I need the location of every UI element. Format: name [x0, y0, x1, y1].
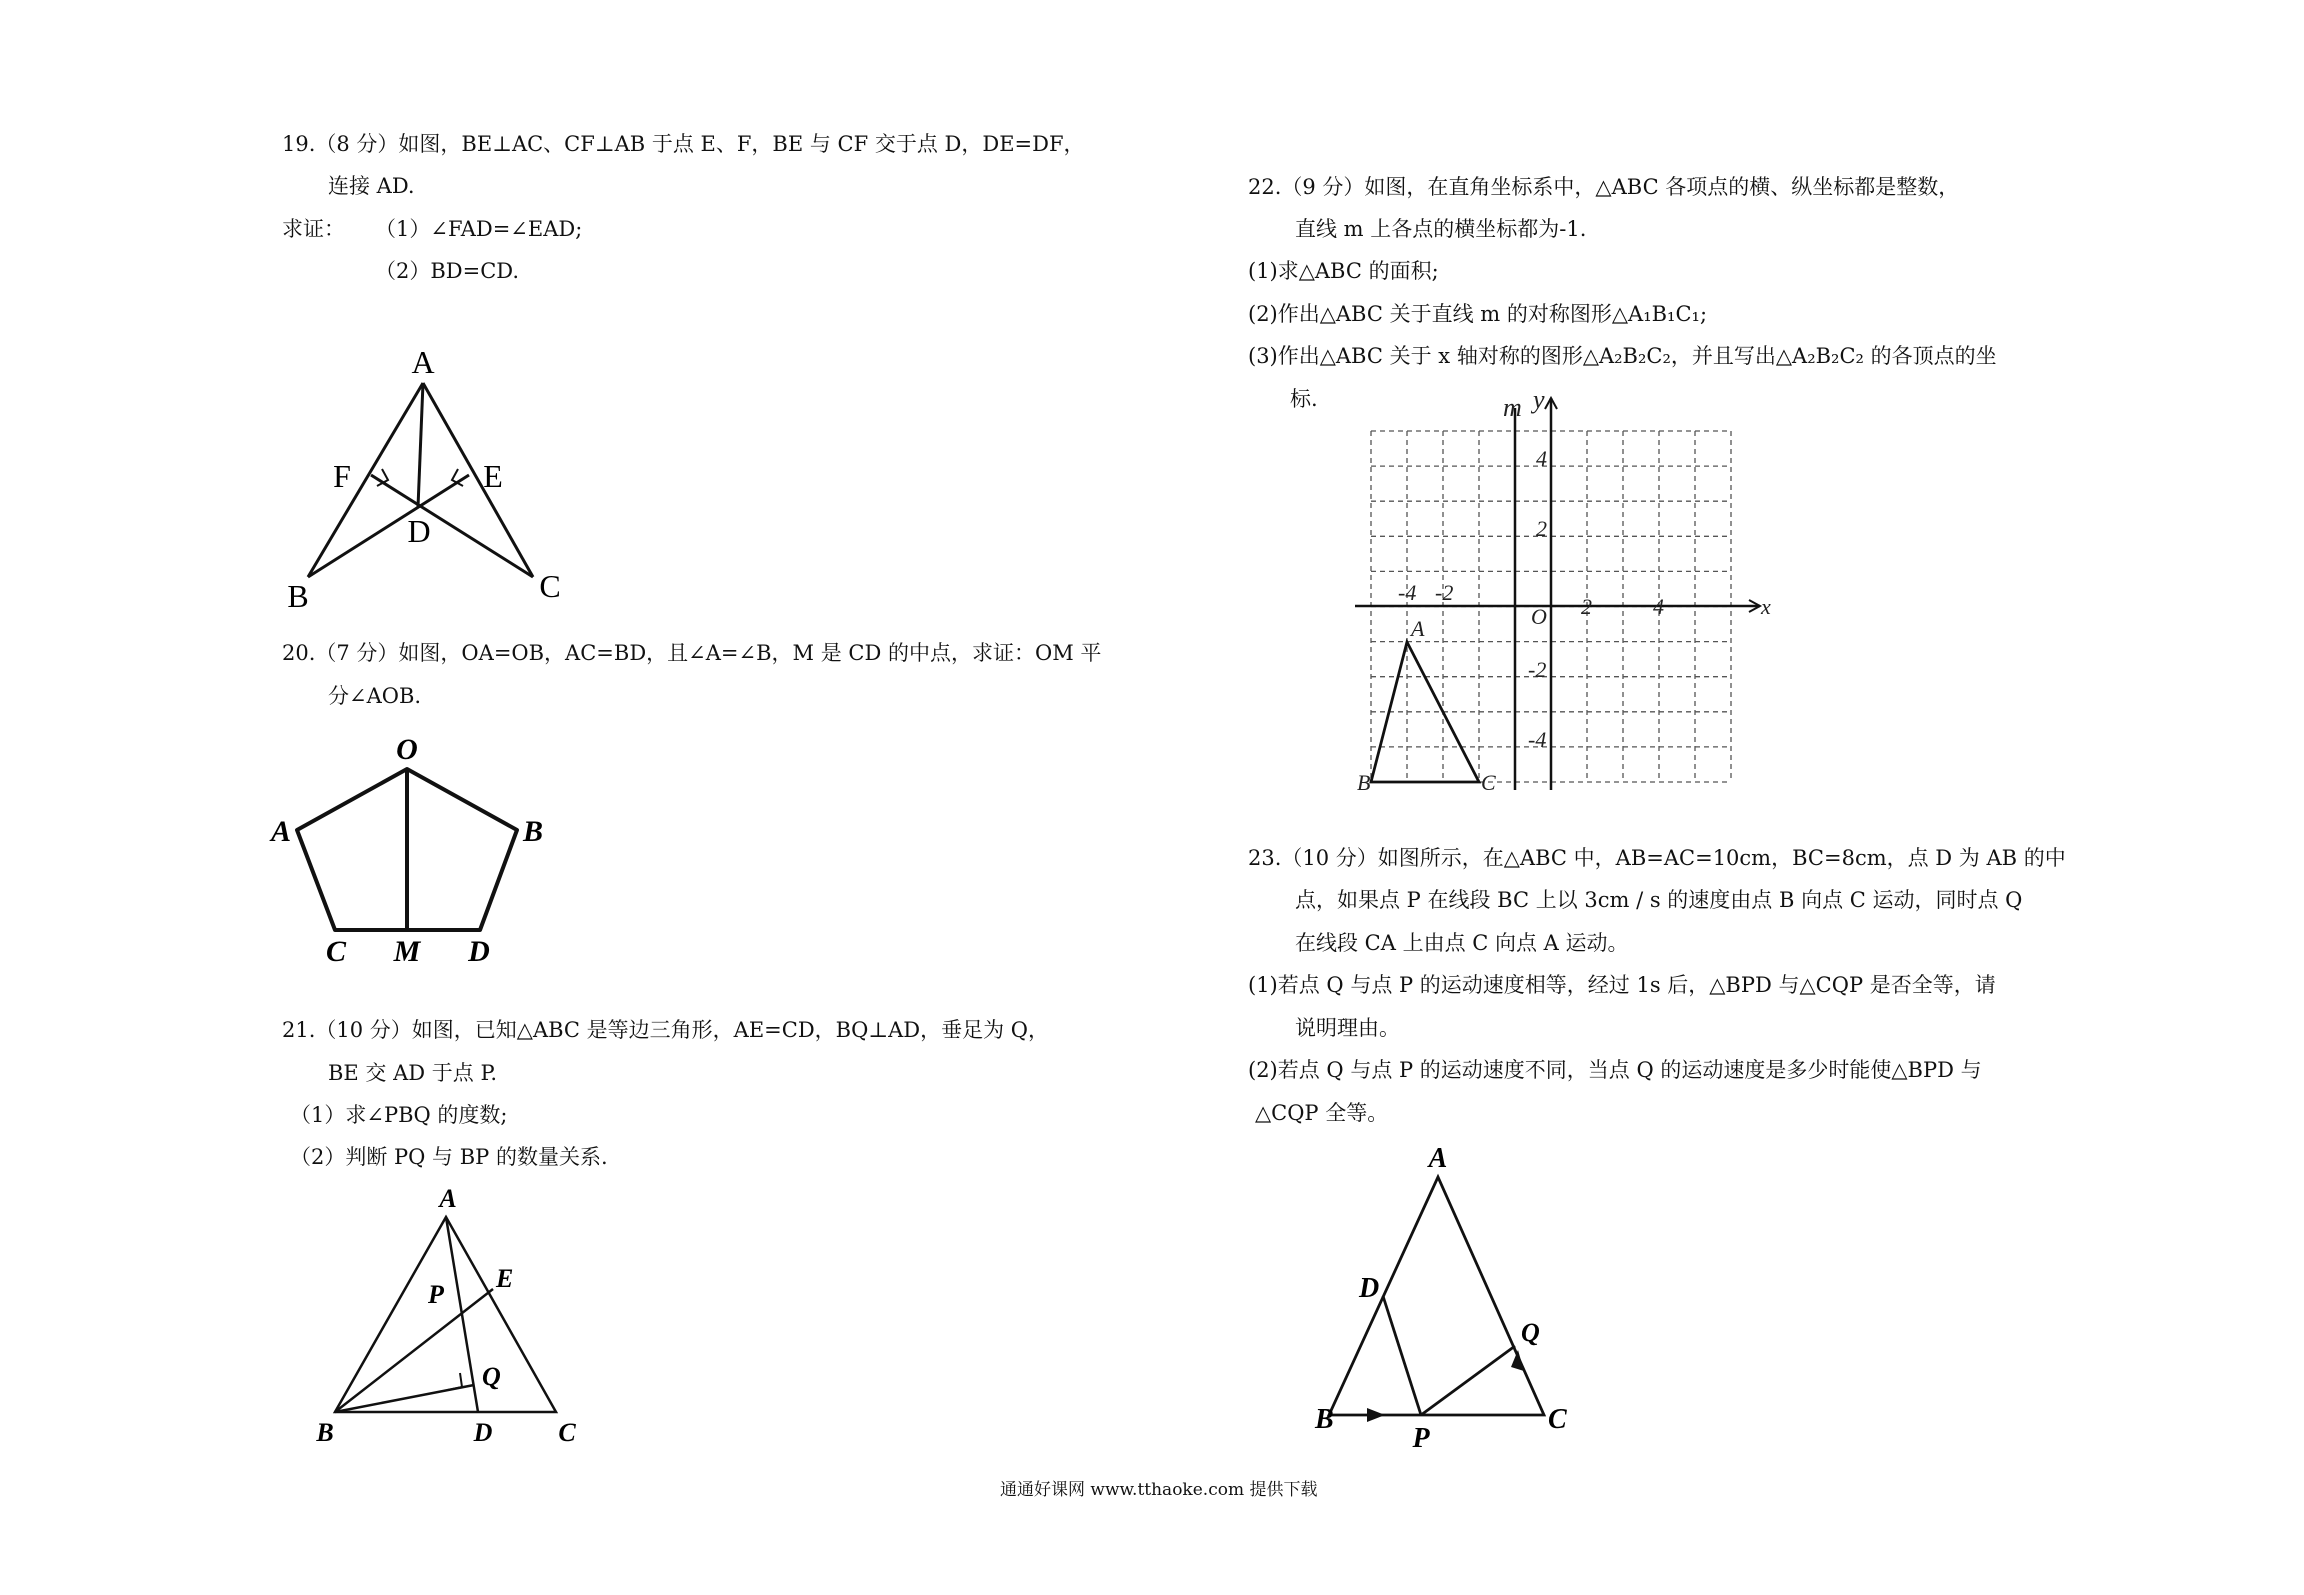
q23-label-q: Q [1521, 1318, 1540, 1347]
q19-label-f: F [333, 458, 351, 494]
q19-label-a: A [411, 344, 435, 380]
q20-label-o: O [396, 733, 418, 766]
q22-tick-y-2: 2 [1536, 516, 1547, 541]
q21-label-c: C [558, 1418, 576, 1447]
q20-label-c: C [325, 935, 347, 968]
page-footer: 通通好课网 www.tthaoke.com 提供下载 [1000, 1480, 1318, 1500]
q21-part2: （2）判断 PQ 与 BP 的数量关系. [290, 1145, 608, 1169]
q21-label-d: D [473, 1418, 493, 1447]
q19-label-e: E [483, 458, 503, 494]
q21-label-a: A [439, 1184, 457, 1213]
q-motion-arrow-icon [1511, 1350, 1524, 1371]
q21-text-line1: 21.（10 分）如图，已知△ABC 是等边三角形，AE=CD，BQ⊥AD，垂足为 Q， [282, 1018, 1049, 1042]
q22-label-a: A [1411, 616, 1425, 641]
q19-part1: （1）∠FAD=∠EAD; [375, 217, 583, 241]
q21-text-line2: BE 交 AD 于点 P. [328, 1061, 498, 1085]
q23-part1: (1)若点 Q 与点 P 的运动速度相等，经过 1s 后，△BPD 与△CQP 是否全等，请 [1248, 973, 1996, 997]
q21-figure [300, 1185, 600, 1455]
q22-tick-x-neg2: -2 [1435, 580, 1454, 605]
q20-figure [265, 735, 555, 975]
q21-label-e: E [496, 1264, 514, 1293]
q22-tick-y-neg2: -2 [1528, 657, 1547, 682]
q22-part3-cont: 标. [1290, 387, 1318, 411]
q20-label-m: M [393, 935, 421, 968]
q23-part2-cont: △CQP 全等。 [1255, 1101, 1389, 1125]
q22-tick-x-4: 4 [1653, 594, 1664, 619]
q22-text-line2: 直线 m 上各点的横坐标都为-1. [1295, 217, 1587, 241]
q21-part1: （1）求∠PBQ 的度数; [290, 1103, 508, 1127]
q19-figure [280, 345, 600, 615]
q20-label-d: D [468, 935, 490, 968]
q23-label-p: P [1412, 1423, 1430, 1454]
q23-text-line1: 23.（10 分）如图所示，在△ABC 中，AB=AC=10cm，BC=8cm，点 D 为 AB 的中 [1248, 846, 2066, 870]
q21-label-p: P [428, 1280, 444, 1309]
q23-label-b: B [1315, 1404, 1334, 1435]
q22-label-x: x [1761, 594, 1771, 619]
q22-text-line1: 22.（9 分）如图，在直角坐标系中，△ABC 各项点的横、纵坐标都是整数， [1248, 175, 1960, 199]
q23-label-a: A [1428, 1143, 1448, 1174]
q19-label-b: B [287, 578, 309, 614]
q20-label-b: B [522, 815, 544, 848]
q22-coordinate-grid [1355, 385, 1775, 800]
q19-text-line2: 连接 AD. [328, 174, 415, 198]
q23-label-c: C [1548, 1404, 1567, 1435]
q19-label-c: C [539, 568, 561, 604]
q23-part1-cont: 说明理由。 [1295, 1016, 1400, 1040]
q22-part2: (2)作出△ABC 关于直线 m 的对称图形△A₁B₁C₁; [1248, 302, 1708, 326]
q22-part3: (3)作出△ABC 关于 x 轴对称的图形△A₂B₂C₂，并且写出△A₂B₂C₂ 的各顶点的坐 [1248, 344, 1997, 368]
q22-tick-y-neg4: -4 [1528, 727, 1547, 752]
q20-text-line2: 分∠AOB. [328, 684, 422, 708]
q22-tick-y-4: 4 [1536, 446, 1547, 471]
q23-figure [1295, 1145, 1595, 1455]
q22-part1: (1)求△ABC 的面积; [1248, 259, 1439, 283]
p-motion-arrow-icon [1367, 1408, 1385, 1422]
q23-label-d: D [1359, 1273, 1380, 1304]
q21-label-b: B [316, 1418, 334, 1447]
q22-label-o: O [1531, 604, 1547, 629]
q23-text-line3: 在线段 CA 上由点 C 向点 A 运动。 [1295, 931, 1629, 955]
q19-part2: （2）BD=CD. [375, 259, 520, 283]
q19-text-line1: 19.（8 分）如图，BE⊥AC、CF⊥AB 于点 E、F，BE 与 CF 交于点 D，DE=DF， [282, 132, 1085, 156]
q22-tick-x-2: 2 [1581, 594, 1592, 619]
q22-label-y: y [1533, 385, 1545, 414]
q23-text-line2: 点，如果点 P 在线段 BC 上以 3cm / s 的速度由点 B 向点 C 运动，同时点 Q [1295, 888, 2023, 912]
q19-label-d: D [407, 513, 431, 549]
q20-text-line1: 20.（7 分）如图，OA=OB，AC=BD，且∠A=∠B，M 是 CD 的中点，求证：OM 平 [282, 641, 1102, 665]
q23-part2: (2)若点 Q 与点 P 的运动速度不同，当点 Q 的运动速度是多少时能使△BPD 与 [1248, 1058, 1982, 1082]
q22-label-m: m [1503, 393, 1522, 422]
q19-prove-label: 求证： [282, 217, 345, 241]
q21-label-q: Q [482, 1362, 501, 1391]
q22-label-b: B [1357, 770, 1371, 795]
q22-tick-x-neg4: -4 [1398, 580, 1417, 605]
q22-label-c: C [1481, 770, 1496, 795]
q20-label-a: A [270, 815, 292, 848]
